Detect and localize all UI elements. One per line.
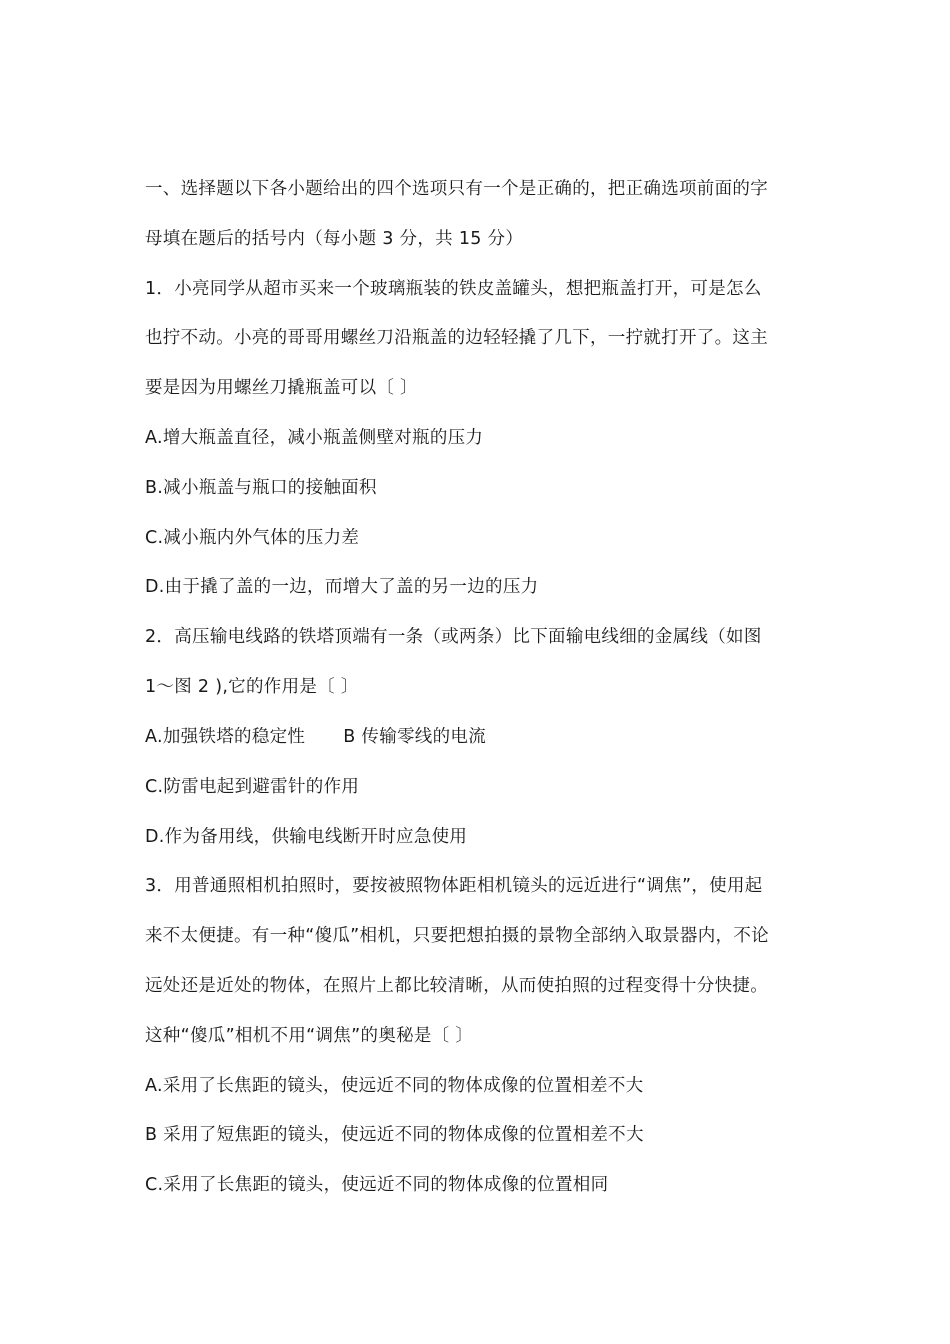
section-heading-line1: 一、选择题以下各小题给出的四个选项只有一个是正确的，把正确选项前面的字 [145, 179, 768, 199]
question-2-options-ab [145, 725, 486, 749]
question-1-line3: 要是因为用螺丝刀撬瓶盖可以〔 〕 [145, 378, 418, 398]
question-3-option-a: A.采用了长焦距的镜头，使远近不同的物体成像的位置相差不大 [145, 1076, 644, 1096]
question-2-line2: 1～图 2 ),它的作用是〔 〕 [145, 677, 359, 697]
question-2-option-d: D.作为备用线，供输电线断开时应急使用 [145, 827, 468, 847]
question-1-option-a: A.增大瓶盖直径，减小瓶盖侧壁对瓶的压力 [145, 428, 484, 448]
question-2-option-b: B 传输零线的电流 [343, 727, 487, 747]
section-heading-line2: 母填在题后的括号内（每小题 3 分，共 15 分） [145, 229, 524, 249]
question-3-line3: 远处还是近处的物体，在照片上都比较清晰，从而使拍照的过程变得十分快捷。 [145, 976, 768, 996]
question-3-line2: 来不太便捷。有一种“傻瓜”相机，只要把想拍摄的景物全部纳入取景器内，不论 [145, 926, 769, 946]
question-3-line4: 这种“傻瓜”相机不用“调焦”的奥秘是〔 〕 [145, 1026, 474, 1046]
question-2-option-a: A.加强铁塔的稳定性 [145, 727, 306, 747]
question-2-line1: 2．高压输电线路的铁塔顶端有一条（或两条）比下面输电线细的金属线（如图 [145, 627, 762, 647]
question-1-line1: 1．小亮同学从超市买来一个玻璃瓶装的铁皮盖罐头，想把瓶盖打开，可是怎么 [145, 279, 762, 299]
question-1-option-c: C.减小瓶内外气体的压力差 [145, 528, 360, 548]
question-3-line1: 3．用普通照相机拍照时，要按被照物体距相机镜头的远近进行“调焦”，使用起 [145, 876, 763, 896]
question-1-option-d: D.由于撬了盖的一边，而增大了盖的另一边的压力 [145, 577, 539, 597]
question-3-option-b: B 采用了短焦距的镜头，使远近不同的物体成像的位置相差不大 [145, 1125, 644, 1145]
question-3-option-c: C.采用了长焦距的镜头，使远近不同的物体成像的位置相同 [145, 1175, 609, 1195]
question-1-option-b: B.减小瓶盖与瓶口的接触面积 [145, 478, 377, 498]
question-1-line2: 也拧不动。小亮的哥哥用螺丝刀沿瓶盖的边轻轻撬了几下，一拧就打开了。这主 [145, 328, 768, 348]
question-2-option-c: C.防雷电起到避雷针的作用 [145, 777, 360, 797]
